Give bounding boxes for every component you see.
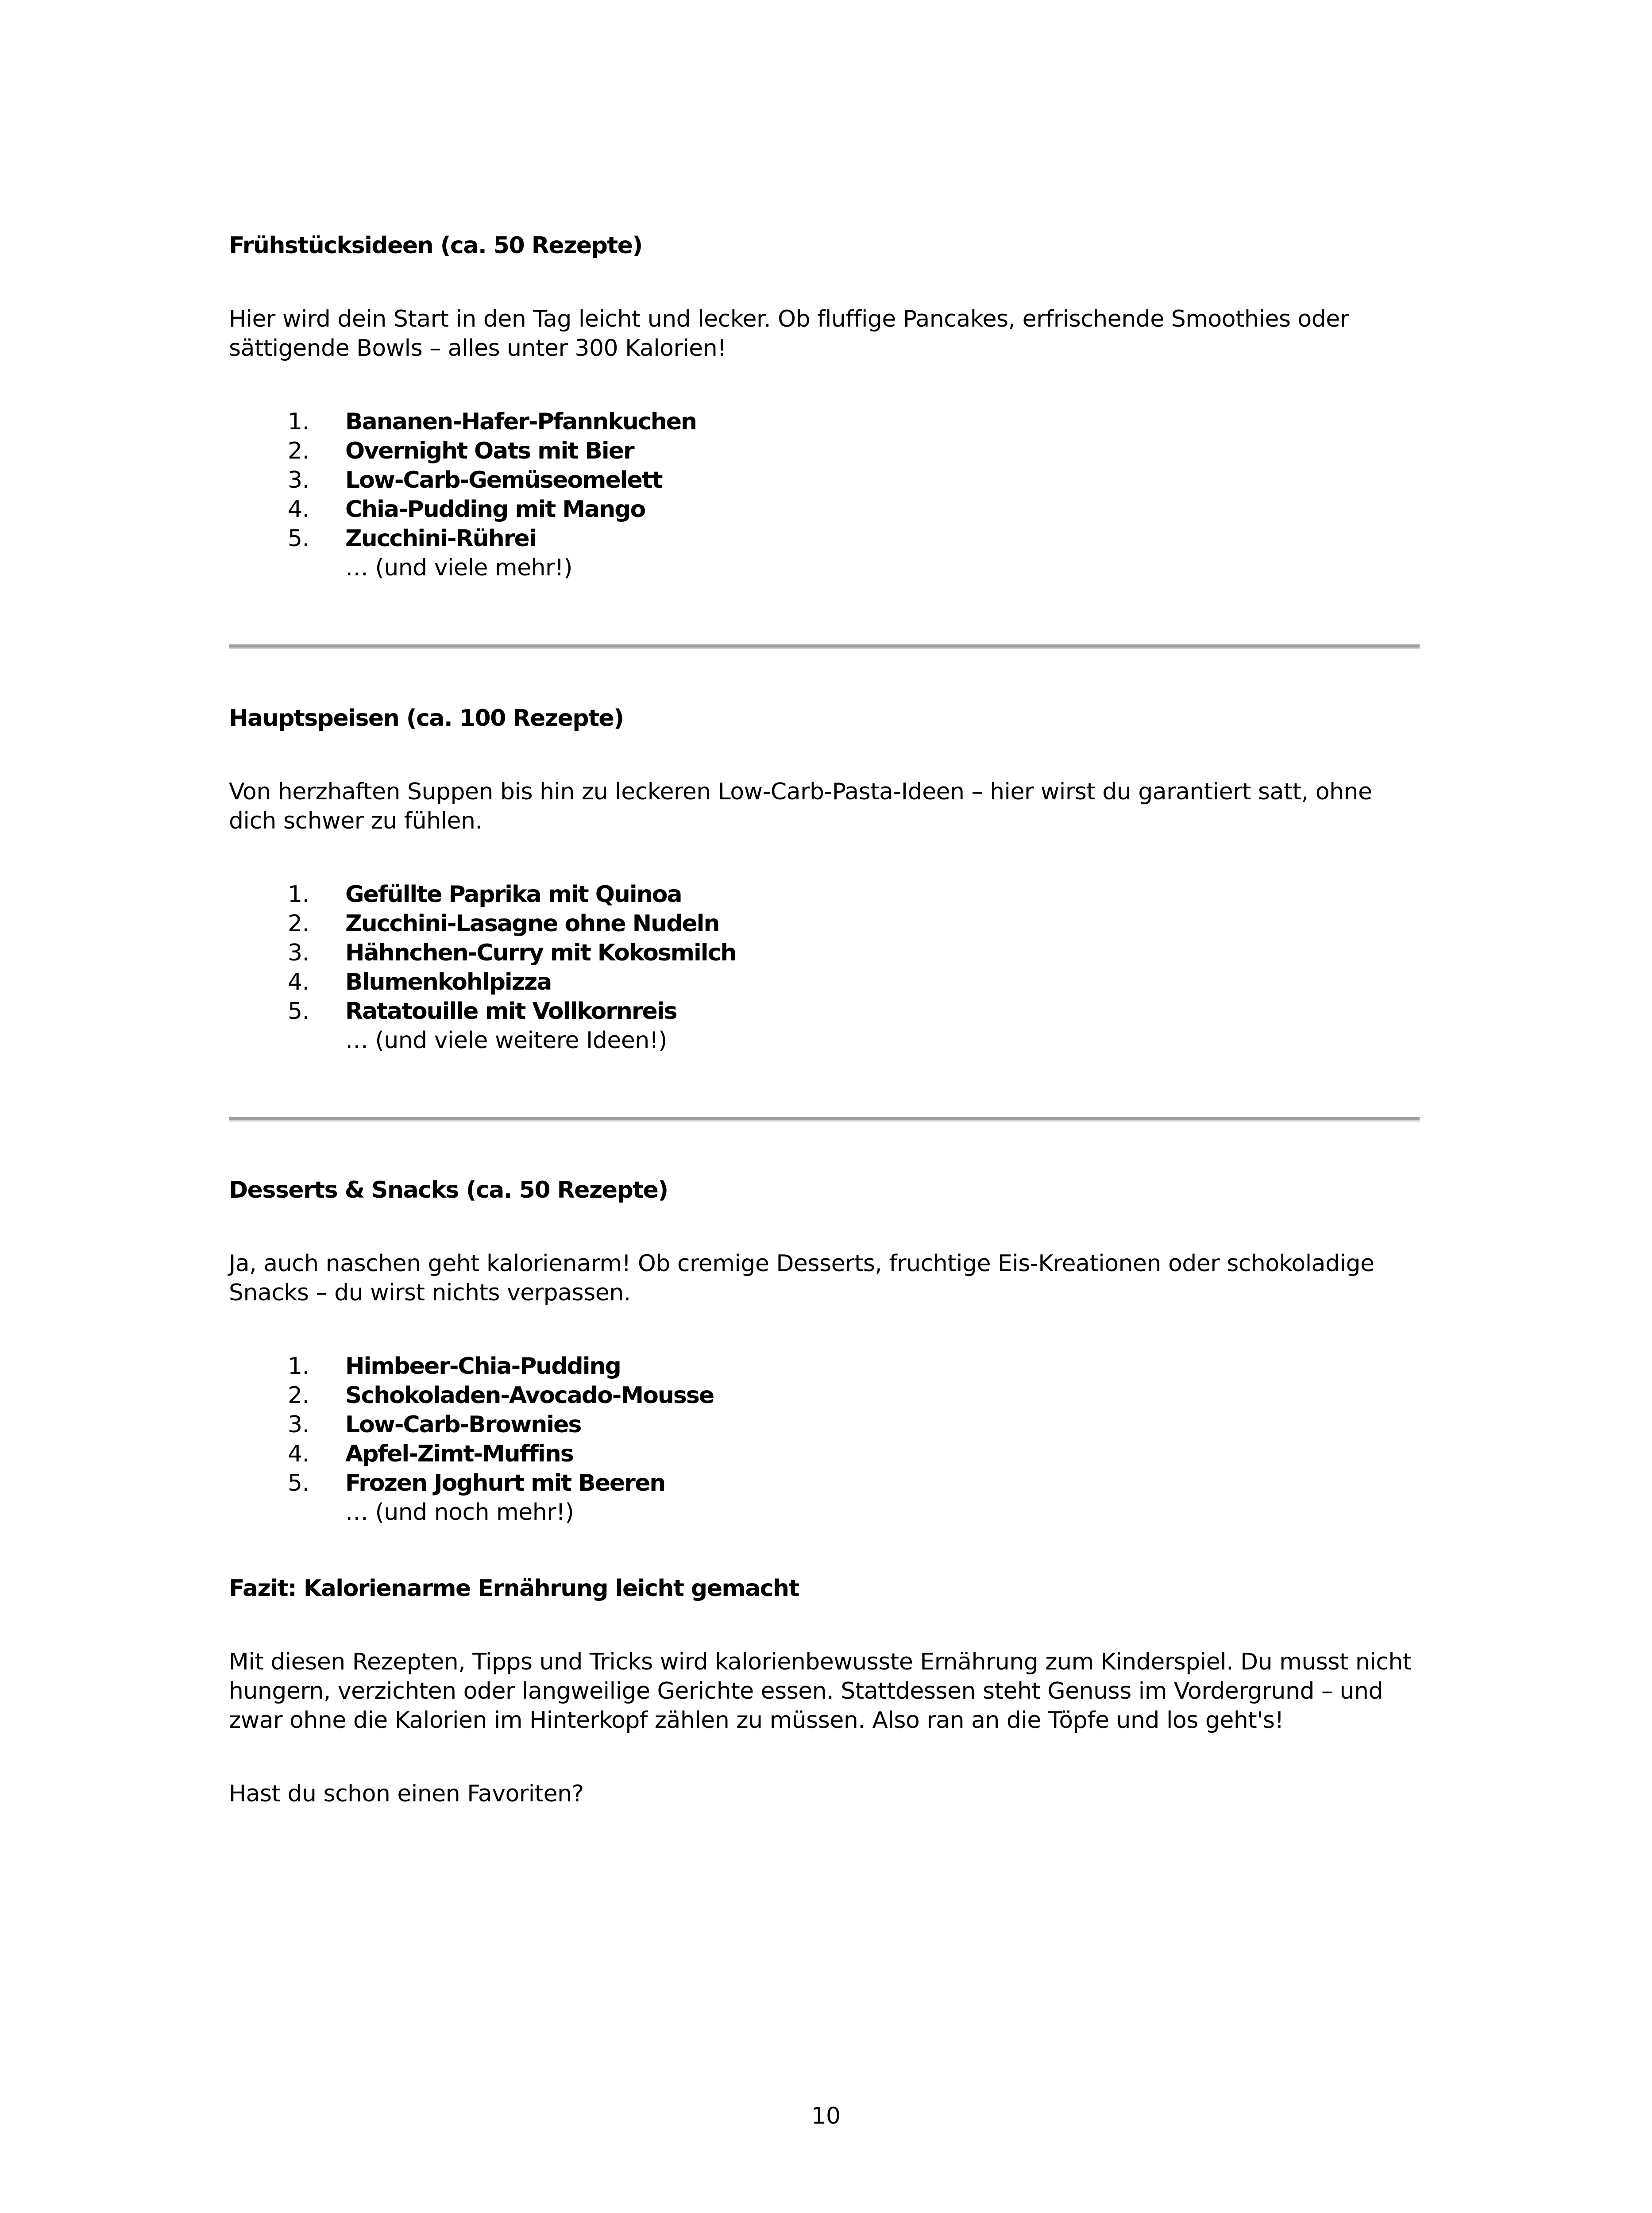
list-number: 5. xyxy=(288,525,309,552)
recipe-name: Gefüllte Paprika mit Quinoa xyxy=(345,881,682,908)
list-number: 3. xyxy=(288,467,309,493)
more-text: … (und viele mehr!) xyxy=(345,555,573,581)
list-number: 1. xyxy=(288,881,309,908)
section-intro-breakfast: Hier wird dein Start in den Tag leicht und lecker. Ob fluffige Pancakes, erfrischende Smoothies oder sättigende Bowls – alles unter 300 Kalorien! xyxy=(229,306,1349,362)
section-divider xyxy=(229,644,1420,649)
page-number: 10 xyxy=(811,2103,841,2129)
more-text: … (und noch mehr!) xyxy=(345,1499,574,1526)
list-number: 5. xyxy=(288,998,309,1025)
list-number: 1. xyxy=(288,409,309,435)
list-number: 2. xyxy=(288,910,309,937)
recipe-name: Ratatouille mit Vollkornreis xyxy=(345,998,677,1025)
recipe-name: Chia-Pudding mit Mango xyxy=(345,496,645,523)
section-intro-main-dishes: Von herzhaften Suppen bis hin zu leckeren Low-Carb-Pasta-Ideen – hier wirst du garantiert satt, ohne dich schwer zu fühlen. xyxy=(229,779,1372,834)
conclusion-paragraph: Mit diesen Rezepten, Tipps und Tricks wird kalorienbewusste Ernährung zum Kinderspiel. Du musst nicht hungern, verzichten oder langweilige Gerichte essen. Stattdessen steht Genuss im Vordergrund – und zwar ohne die Kalorien im Hinterkopf zählen zu müssen. Also ran an die Töpfe und los geht's! xyxy=(229,1649,1412,1734)
list-number: 3. xyxy=(288,940,309,966)
recipe-name: Schokoladen-Avocado-Mousse xyxy=(345,1382,714,1409)
section-heading-desserts: Desserts & Snacks (ca. 50 Rezepte) xyxy=(229,1177,668,1203)
list-number: 2. xyxy=(288,438,309,464)
section-divider xyxy=(229,1117,1420,1122)
more-text: … (und viele weitere Ideen!) xyxy=(345,1027,667,1054)
recipe-name: Apfel-Zimt-Muffins xyxy=(345,1441,573,1467)
list-number: 1. xyxy=(288,1353,309,1380)
recipe-name: Frozen Joghurt mit Beeren xyxy=(345,1470,665,1496)
recipe-name: Overnight Oats mit Bier xyxy=(345,438,634,464)
section-heading-main-dishes: Hauptspeisen (ca. 100 Rezepte) xyxy=(229,705,624,732)
list-number: 2. xyxy=(288,1382,309,1409)
list-number: 5. xyxy=(288,1470,309,1496)
list-number: 4. xyxy=(288,969,309,995)
recipe-name: Blumenkohlpizza xyxy=(345,969,552,995)
list-number: 4. xyxy=(288,1441,309,1467)
conclusion-heading: Fazit: Kalorienarme Ernährung leicht gemacht xyxy=(229,1575,799,1602)
recipe-name: Hähnchen-Curry mit Kokosmilch xyxy=(345,940,736,966)
list-number: 3. xyxy=(288,1411,309,1438)
list-number: 4. xyxy=(288,496,309,523)
recipe-name: Zucchini-Rührei xyxy=(345,525,536,552)
section-intro-desserts: Ja, auch naschen geht kalorienarm! Ob cremige Desserts, fruchtige Eis-Kreationen oder schokoladige Snacks – du wirst nichts verpassen. xyxy=(229,1250,1374,1306)
recipe-name: Low-Carb-Gemüseomelett xyxy=(345,467,662,493)
recipe-name: Bananen-Hafer-Pfannkuchen xyxy=(345,409,697,435)
conclusion-question: Hast du schon einen Favoriten? xyxy=(229,1781,584,1807)
recipe-name: Himbeer-Chia-Pudding xyxy=(345,1353,621,1380)
section-heading-breakfast: Frühstücksideen (ca. 50 Rezepte) xyxy=(229,232,642,259)
recipe-name: Zucchini-Lasagne ohne Nudeln xyxy=(345,910,719,937)
recipe-name: Low-Carb-Brownies xyxy=(345,1411,581,1438)
